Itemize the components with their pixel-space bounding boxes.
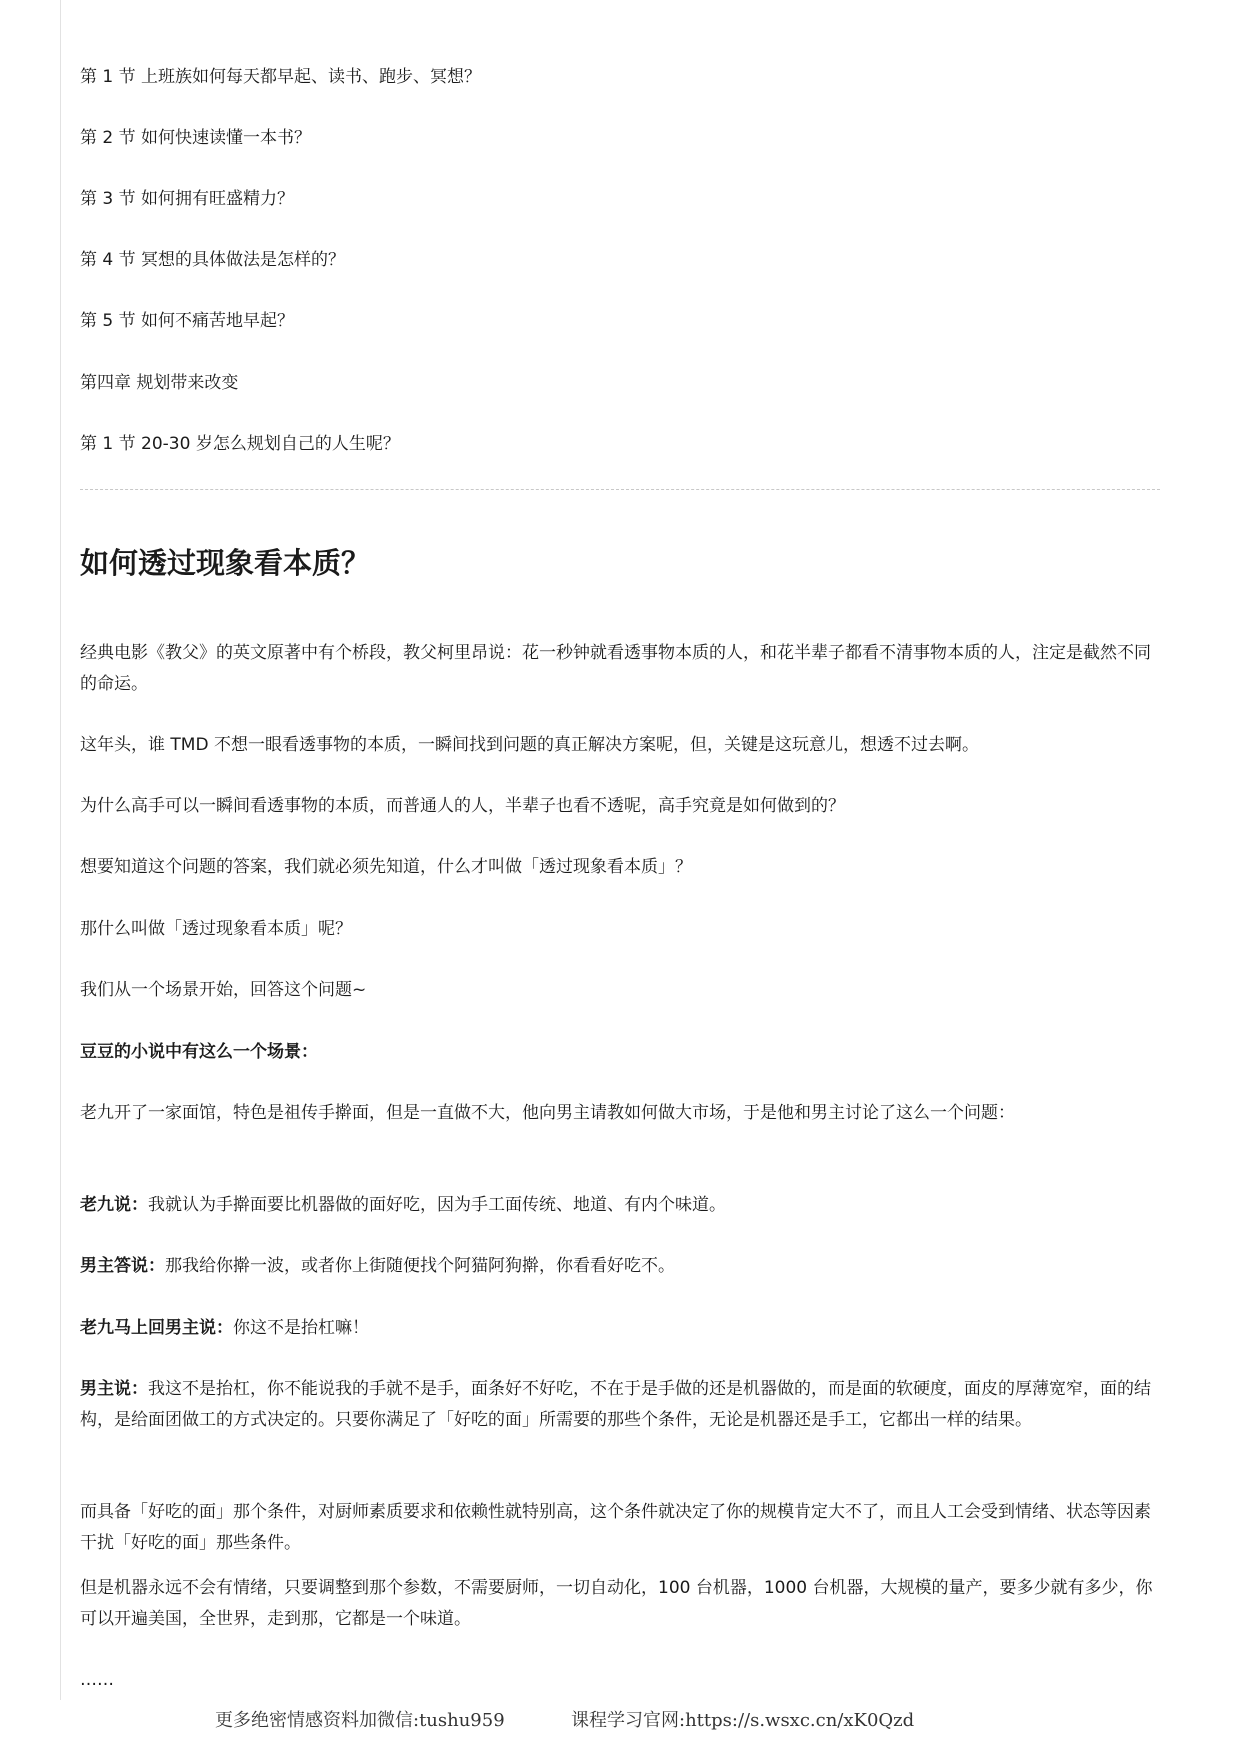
toc-item: 第 1 节 20-30 岁怎么规划自己的人生呢？: [80, 434, 400, 454]
page-margin-rule: [60, 0, 61, 1700]
toc-item: 第 1 节 上班族如何每天都早起、读书、跑步、冥想？: [80, 67, 482, 87]
paragraph: 经典电影《教父》的英文原著中有个桥段，教父柯里昂说：花一秒钟就看透事物本质的人，和花半辈子都看不清事物本质的人，注定是截然不同的命运。: [80, 643, 1151, 694]
footer-website-link[interactable]: 课程学习官网:https://s.wsxc.cn/xK0Qzd: [571, 1710, 915, 1731]
paragraph: 这年头，谁 TMD 不想一眼看透事物的本质，一瞬间找到问题的真正解决方案呢，但，关键是这玩意儿，想透不过去啊。: [80, 735, 979, 755]
toc-item: 第 3 节 如何拥有旺盛精力？: [80, 189, 295, 209]
dialogue-line: [80, 1190, 1160, 1221]
dialogue-line: [80, 1374, 1160, 1436]
dialogue-line: [80, 1251, 1160, 1282]
speaker-label: 男主说：: [80, 1379, 148, 1399]
paragraph: 而具备「好吃的面」那个条件，对厨师素质要求和依赖性就特别高，这个条件就决定了你的规模肯定大不了，而且人工会受到情绪、状态等因素干扰「好吃的面」那些条件。: [80, 1502, 1151, 1553]
paragraph: 但是机器永远不会有情绪，只要调整到那个参数，不需要厨师，一切自动化，100 台机器，1000 台机器，大规模的量产，要多少就有多少，你可以开遍美国，全世界，走到那，它都是一个味道。: [80, 1578, 1153, 1629]
speaker-label: 老九马上回男主说：: [80, 1318, 233, 1338]
toc-item: 第 4 节 冥想的具体做法是怎样的？: [80, 250, 346, 270]
dialogue-line: [80, 1313, 1160, 1344]
ellipsis: ……: [80, 1670, 114, 1690]
dialogue-text: 你这不是抬杠嘛！: [233, 1318, 369, 1338]
speaker-label: 老九说：: [80, 1195, 148, 1215]
paragraph: 那什么叫做「透过现象看本质」呢？: [80, 919, 352, 939]
dialogue-text: 我这不是抬杠，你不能说我的手就不是手，面条好不好吃，不在于是手做的还是机器做的，而是面的软硬度，面皮的厚薄宽窄，面的结构，是给面团做工的方式决定的。只要你满足了「好吃的面」所需要的那些个条件，无论是机器还是手工，它都出一样的结果。: [80, 1379, 1151, 1430]
dialogue-text: 我就认为手擀面要比机器做的面好吃，因为手工面传统、地道、有内个味道。: [148, 1195, 726, 1215]
footer-wechat: 更多绝密情感资料加微信:tushu959: [215, 1710, 505, 1731]
scene-heading: 豆豆的小说中有这么一个场景：: [80, 1042, 318, 1062]
paragraph: 想要知道这个问题的答案，我们就必须先知道，什么才叫做「透过现象看本质」？: [80, 857, 692, 877]
paragraph: 老九开了一家面馆，特色是祖传手擀面，但是一直做不大，他向男主请教如何做大市场，于是他和男主讨论了这么一个问题：: [80, 1103, 1015, 1123]
dialogue-text: 那我给你擀一波，或者你上街随便找个阿猫阿狗擀，你看看好吃不。: [165, 1256, 675, 1276]
section-divider: [80, 489, 1160, 490]
paragraph: 我们从一个场景开始，回答这个问题~: [80, 980, 367, 1000]
paragraph: 为什么高手可以一瞬间看透事物的本质，而普通人的人，半辈子也看不透呢，高手究竟是如何做到的？: [80, 796, 845, 816]
toc-item: 第 2 节 如何快速读懂一本书？: [80, 128, 312, 148]
speaker-label: 男主答说：: [80, 1256, 165, 1276]
toc-item: 第四章 规划带来改变: [80, 373, 239, 393]
toc-item: 第 5 节 如何不痛苦地早起？: [80, 311, 295, 331]
article-title: 如何透过现象看本质？: [80, 546, 371, 580]
